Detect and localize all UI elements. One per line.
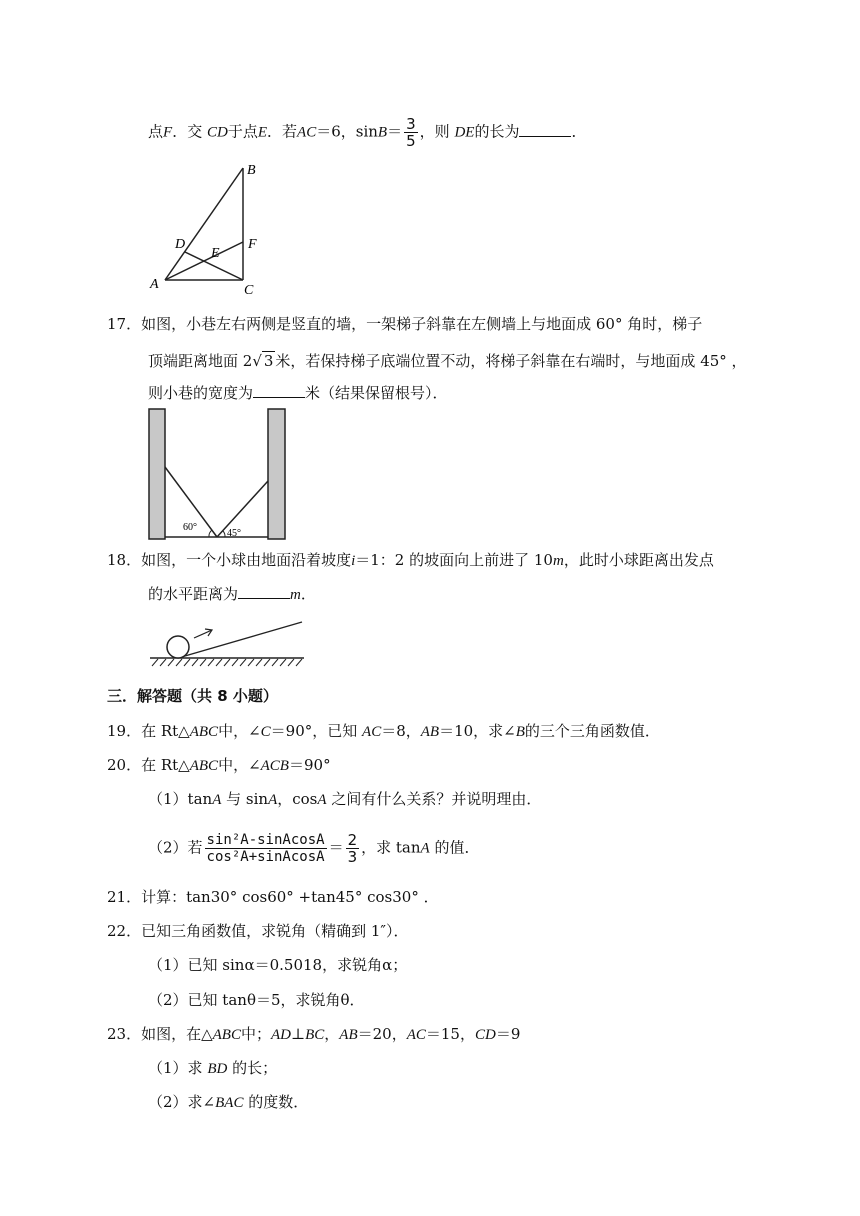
q23-text: 23．如图，在△ABC中；AD⊥BC，AB＝20，AC＝15，CD＝9 [107,1025,521,1043]
q20-part2: （2）若 $\frac{\text{sin²A-sinAcosA}}{\text{cos²A+sinAcosA}}$ ＝ $\frac{2}{3}$ ，求 tanA 的值． [148,831,480,866]
q23-part1: （1）求 BD 的长； [148,1059,278,1077]
answer-blank [519,122,571,137]
q23-part2: （2）求∠BAC 的度数． [148,1093,309,1111]
q22-part1: （1）已知 sinα＝0.5018，求锐角α； [148,956,408,974]
q21-text: 21．计算：tan30° cos60° +tan45° cos30° ． [107,888,439,906]
q17-line1: 17．如图，小巷左右两侧是竖直的墙，一架梯子斜靠在左侧墙上与地面成 60° 角时，梯子 [107,315,703,333]
q19-text: 19．在 Rt△ABC中，∠C＝90°，已知 AC＝8，AB＝10，求∠B的三个三角函数值． [107,722,660,740]
sqrt-symbol: √ 3 [252,352,274,370]
q20-fraction: $\frac{\text{sin²A-sinAcosA}}{\text{cos²A+sinAcosA}}$ [206,832,325,865]
q17-alley-figure [145,405,295,545]
label-F: F [248,237,257,252]
q17-line3: 则小巷的宽度为 米（结果保留根号）． [148,384,448,402]
label-C: C [244,283,254,298]
label-B: B [247,163,256,178]
q16-fraction: $\frac{3}{5}$ [406,115,416,150]
q20-part1: （1）tanA 与 sinA，cosA 之间有什么关系？并说明理由． [148,790,542,808]
answer-blank [238,584,290,599]
q16-triangle-figure [145,158,275,298]
q18-line2: 的水平距离为 m． [148,585,316,603]
label-D: D [175,237,186,252]
label-A: A [150,277,159,292]
q22-part2: （2）已知 tanθ＝5，求锐角θ． [148,991,365,1009]
q17-line2: 顶端距离地面 2√ 3 米，若保持梯子底端位置不动，将梯子斜靠在右端时，与地面成 45° ， [148,352,747,370]
ball-icon [167,636,189,658]
q16-text: 点F．交 CD于点E．若AC＝6，sinB＝ $\frac{3}{5}$ ，则 DE的长为 ． [148,115,587,150]
angle-60-label: 60° [183,522,197,533]
answer-blank [253,383,305,398]
label-E: E [211,246,220,261]
q22-text: 22．已知三角函数值，求锐角（精确到 1″）． [107,922,409,940]
q18-line1: 18．如图，一个小球由地面沿着坡度i＝1：2 的坡面向上前进了 10m，此时小球距离出发点 [107,551,714,569]
angle-45-label: 45° [227,528,241,539]
q18-slope-figure [148,616,308,672]
q20-text: 20．在 Rt△ABC中，∠ACB＝90° [107,756,331,774]
q20-rhs-fraction: $\frac{2}{3}$ [347,831,358,866]
section-heading: 三．解答题（共 8 小题） [107,687,278,705]
